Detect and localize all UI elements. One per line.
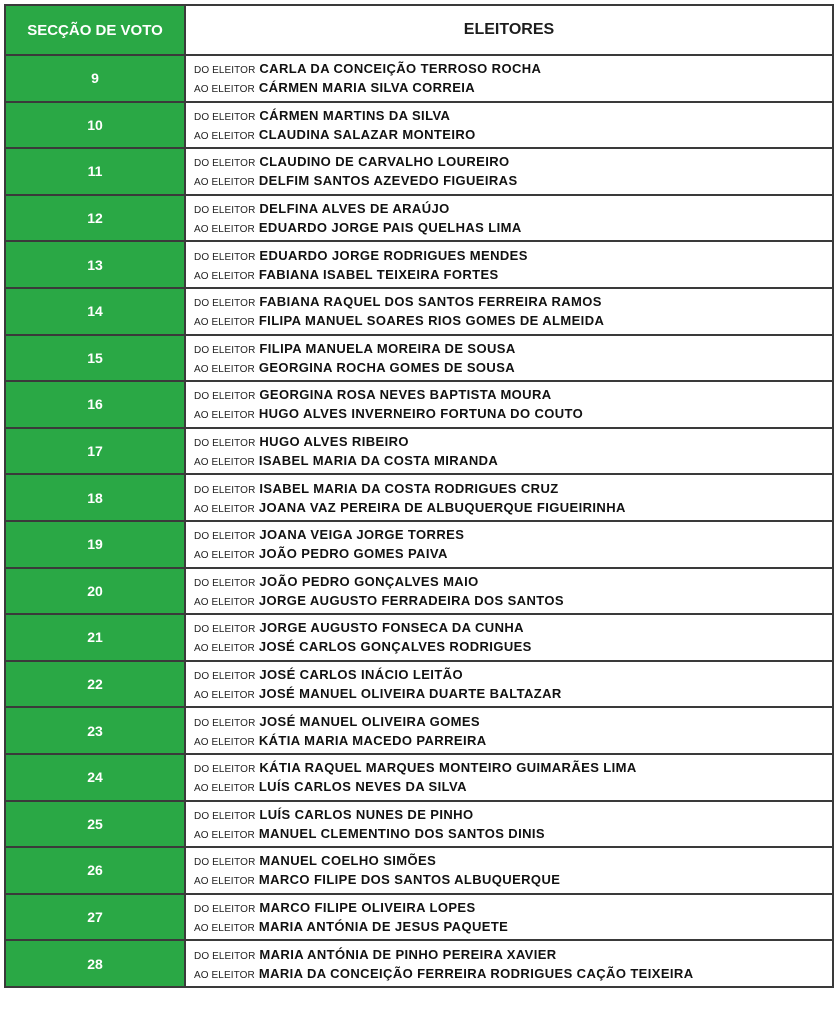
to-voter-line <box>194 358 832 377</box>
from-voter-line <box>194 292 832 311</box>
to-voter-name: JORGE AUGUSTO FERRADEIRA DOS SANTOS <box>258 592 564 608</box>
from-voter-line <box>194 758 832 777</box>
section-column-header: SECÇÃO DE VOTO <box>5 5 185 55</box>
to-voter-line <box>194 637 832 656</box>
voter-range-cell <box>185 847 833 894</box>
to-voter-prefix: AO ELEITOR <box>194 596 255 608</box>
from-voter-name: JOSÉ MANUEL OLIVEIRA GOMES <box>259 713 480 729</box>
to-voter-name: HUGO ALVES INVERNEIRO FORTUNA DO COUTO <box>258 406 584 422</box>
to-voter-name: GEORGINA ROCHA GOMES DE SOUSA <box>258 359 516 375</box>
to-voter-line <box>194 404 832 423</box>
from-voter-name: JOSÉ CARLOS INÁCIO LEITÃO <box>259 667 463 683</box>
section-number: 16 <box>5 381 185 428</box>
section-number: 18 <box>5 474 185 521</box>
to-voter-line <box>194 964 832 983</box>
to-voter-line <box>194 265 832 284</box>
section-number: 21 <box>5 614 185 661</box>
from-voter-prefix: DO ELEITOR <box>194 624 256 636</box>
voter-range-cell <box>185 614 833 661</box>
table-body <box>5 55 833 987</box>
section-number: 10 <box>5 102 185 149</box>
from-voter-name: JORGE AUGUSTO FONSECA DA CUNHA <box>259 620 524 636</box>
to-voter-line <box>194 544 832 563</box>
voter-range-cell <box>185 335 833 382</box>
table-row <box>5 288 833 335</box>
table-row <box>5 241 833 288</box>
section-number: 17 <box>5 428 185 475</box>
to-voter-line <box>194 125 832 144</box>
from-voter-name: EDUARDO JORGE RODRIGUES MENDES <box>259 247 528 263</box>
to-voter-prefix: AO ELEITOR <box>194 503 255 515</box>
table-row <box>5 381 833 428</box>
from-voter-name: ISABEL MARIA DA COSTA RODRIGUES CRUZ <box>259 480 559 496</box>
from-voter-line <box>194 106 832 125</box>
section-number: 26 <box>5 847 185 894</box>
to-voter-line <box>194 498 832 517</box>
to-voter-line <box>194 777 832 796</box>
to-voter-name: FILIPA MANUEL SOARES RIOS GOMES DE ALMEIDA <box>258 313 605 329</box>
to-voter-name: JOSÉ MANUEL OLIVEIRA DUARTE BALTAZAR <box>258 686 562 702</box>
from-voter-name: MARIA ANTÓNIA DE PINHO PEREIRA XAVIER <box>259 946 557 962</box>
to-voter-name: CÁRMEN MARIA SILVA CORREIA <box>258 80 476 96</box>
section-number: 14 <box>5 288 185 335</box>
to-voter-prefix: AO ELEITOR <box>194 783 255 795</box>
section-number: 22 <box>5 661 185 708</box>
table-row <box>5 568 833 615</box>
from-voter-name: CARLA DA CONCEIÇÃO TERROSO ROCHA <box>259 61 542 77</box>
voter-range-cell <box>185 55 833 102</box>
from-voter-prefix: DO ELEITOR <box>194 391 256 403</box>
from-voter-prefix: DO ELEITOR <box>194 857 256 869</box>
from-voter-line <box>194 525 832 544</box>
from-voter-name: LUÍS CARLOS NUNES DE PINHO <box>259 806 474 822</box>
to-voter-prefix: AO ELEITOR <box>194 969 255 981</box>
voter-range-cell <box>185 428 833 475</box>
from-voter-prefix: DO ELEITOR <box>194 671 256 683</box>
voter-range-cell <box>185 940 833 987</box>
table-row <box>5 102 833 149</box>
table-row <box>5 521 833 568</box>
from-voter-name: JOANA VEIGA JORGE TORRES <box>259 527 465 543</box>
to-voter-name: JOANA VAZ PEREIRA DE ALBUQUERQUE FIGUEIRINHA <box>258 499 626 515</box>
to-voter-prefix: AO ELEITOR <box>194 457 255 469</box>
from-voter-prefix: DO ELEITOR <box>194 298 256 310</box>
table-row <box>5 754 833 801</box>
from-voter-prefix: DO ELEITOR <box>194 205 256 217</box>
to-voter-prefix: AO ELEITOR <box>194 363 255 375</box>
from-voter-name: MANUEL COELHO SIMÕES <box>259 853 437 869</box>
from-voter-line <box>194 945 832 964</box>
to-voter-name: KÁTIA MARIA MACEDO PARREIRA <box>258 732 487 748</box>
from-voter-line <box>194 479 832 498</box>
from-voter-line <box>194 805 832 824</box>
from-voter-line <box>194 712 832 731</box>
from-voter-line <box>194 339 832 358</box>
voter-range-cell <box>185 754 833 801</box>
table-row <box>5 707 833 754</box>
to-voter-name: MARIA DA CONCEIÇÃO FERREIRA RODRIGUES CAÇÃO TEIXEIRA <box>258 965 694 981</box>
table-row <box>5 55 833 102</box>
to-voter-prefix: AO ELEITOR <box>194 84 255 96</box>
from-voter-name: MARCO FILIPE OLIVEIRA LOPES <box>259 899 476 915</box>
from-voter-prefix: DO ELEITOR <box>194 65 256 77</box>
to-voter-line <box>194 218 832 237</box>
to-voter-line <box>194 870 832 889</box>
from-voter-name: FABIANA RAQUEL DOS SANTOS FERREIRA RAMOS <box>259 294 602 310</box>
from-voter-name: JOÃO PEDRO GONÇALVES MAIO <box>259 573 479 589</box>
from-voter-line <box>194 152 832 171</box>
to-voter-line <box>194 731 832 750</box>
from-voter-prefix: DO ELEITOR <box>194 251 256 263</box>
voter-range-cell <box>185 474 833 521</box>
to-voter-name: LUÍS CARLOS NEVES DA SILVA <box>258 779 467 795</box>
from-voter-line <box>194 898 832 917</box>
to-voter-line <box>194 591 832 610</box>
to-voter-line <box>194 824 832 843</box>
voter-range-cell <box>185 288 833 335</box>
voter-range-cell <box>185 801 833 848</box>
voter-range-cell <box>185 894 833 941</box>
table-row <box>5 428 833 475</box>
from-voter-name: FILIPA MANUELA MOREIRA DE SOUSA <box>259 340 516 356</box>
to-voter-line <box>194 78 832 97</box>
table-header-row <box>5 5 833 55</box>
to-voter-line <box>194 311 832 330</box>
from-voter-prefix: DO ELEITOR <box>194 903 256 915</box>
from-voter-line <box>194 851 832 870</box>
to-voter-prefix: AO ELEITOR <box>194 177 255 189</box>
from-voter-prefix: DO ELEITOR <box>194 810 256 822</box>
from-voter-prefix: DO ELEITOR <box>194 438 256 450</box>
section-number: 19 <box>5 521 185 568</box>
from-voter-line <box>194 59 832 78</box>
section-number: 24 <box>5 754 185 801</box>
to-voter-name: JOSÉ CARLOS GONÇALVES RODRIGUES <box>258 639 532 655</box>
to-voter-prefix: AO ELEITOR <box>194 130 255 142</box>
from-voter-prefix: DO ELEITOR <box>194 158 256 170</box>
voting-sections-table <box>4 4 834 988</box>
from-voter-prefix: DO ELEITOR <box>194 577 256 589</box>
from-voter-line <box>194 665 832 684</box>
section-number: 9 <box>5 55 185 102</box>
voter-range-cell <box>185 195 833 242</box>
table-row <box>5 847 833 894</box>
to-voter-prefix: AO ELEITOR <box>194 922 255 934</box>
table-row <box>5 661 833 708</box>
section-number: 25 <box>5 801 185 848</box>
to-voter-name: ISABEL MARIA DA COSTA MIRANDA <box>258 453 499 469</box>
to-voter-name: MANUEL CLEMENTINO DOS SANTOS DINIS <box>258 825 545 841</box>
voter-range-cell <box>185 148 833 195</box>
section-number: 11 <box>5 148 185 195</box>
table-row <box>5 148 833 195</box>
table-row <box>5 614 833 661</box>
to-voter-prefix: AO ELEITOR <box>194 876 255 888</box>
from-voter-line <box>194 432 832 451</box>
to-voter-prefix: AO ELEITOR <box>194 829 255 841</box>
table-row <box>5 335 833 382</box>
to-voter-line <box>194 451 832 470</box>
to-voter-name: MARIA ANTÓNIA DE JESUS PAQUETE <box>258 918 509 934</box>
to-voter-name: MARCO FILIPE DOS SANTOS ALBUQUERQUE <box>258 872 561 888</box>
voter-range-cell <box>185 241 833 288</box>
to-voter-name: CLAUDINA SALAZAR MONTEIRO <box>258 126 476 142</box>
from-voter-line <box>194 199 832 218</box>
from-voter-name: KÁTIA RAQUEL MARQUES MONTEIRO GUIMARÃES LIMA <box>259 760 637 776</box>
from-voter-prefix: DO ELEITOR <box>194 111 256 123</box>
to-voter-prefix: AO ELEITOR <box>194 270 255 282</box>
from-voter-line <box>194 385 832 404</box>
from-voter-name: CÁRMEN MARTINS DA SILVA <box>259 107 451 123</box>
to-voter-prefix: AO ELEITOR <box>194 690 255 702</box>
to-voter-prefix: AO ELEITOR <box>194 410 255 422</box>
from-voter-line <box>194 572 832 591</box>
section-number: 27 <box>5 894 185 941</box>
voter-range-cell <box>185 521 833 568</box>
section-number: 13 <box>5 241 185 288</box>
from-voter-prefix: DO ELEITOR <box>194 344 256 356</box>
to-voter-prefix: AO ELEITOR <box>194 317 255 329</box>
from-voter-prefix: DO ELEITOR <box>194 531 256 543</box>
from-voter-name: HUGO ALVES RIBEIRO <box>259 434 409 450</box>
voter-range-cell <box>185 707 833 754</box>
to-voter-name: EDUARDO JORGE PAIS QUELHAS LIMA <box>258 220 522 236</box>
voter-range-cell <box>185 661 833 708</box>
to-voter-name: JOÃO PEDRO GOMES PAIVA <box>258 546 448 562</box>
section-number: 23 <box>5 707 185 754</box>
section-number: 12 <box>5 195 185 242</box>
section-number: 28 <box>5 940 185 987</box>
from-voter-prefix: DO ELEITOR <box>194 484 256 496</box>
table-row <box>5 801 833 848</box>
from-voter-name: DELFINA ALVES DE ARAÚJO <box>259 201 450 217</box>
from-voter-prefix: DO ELEITOR <box>194 764 256 776</box>
from-voter-line <box>194 246 832 265</box>
to-voter-line <box>194 171 832 190</box>
to-voter-line <box>194 684 832 703</box>
to-voter-prefix: AO ELEITOR <box>194 643 255 655</box>
voter-range-cell <box>185 568 833 615</box>
from-voter-prefix: DO ELEITOR <box>194 950 256 962</box>
section-number: 20 <box>5 568 185 615</box>
voting-sections-document <box>4 4 832 988</box>
voters-column-header: ELEITORES <box>185 5 833 55</box>
to-voter-name: DELFIM SANTOS AZEVEDO FIGUEIRAS <box>258 173 518 189</box>
from-voter-name: CLAUDINO DE CARVALHO LOUREIRO <box>259 154 510 170</box>
table-row <box>5 940 833 987</box>
to-voter-prefix: AO ELEITOR <box>194 736 255 748</box>
from-voter-line <box>194 618 832 637</box>
to-voter-prefix: AO ELEITOR <box>194 550 255 562</box>
from-voter-name: GEORGINA ROSA NEVES BAPTISTA MOURA <box>259 387 552 403</box>
table-row <box>5 474 833 521</box>
to-voter-line <box>194 917 832 936</box>
section-number: 15 <box>5 335 185 382</box>
voter-range-cell <box>185 102 833 149</box>
voter-range-cell <box>185 381 833 428</box>
from-voter-prefix: DO ELEITOR <box>194 717 256 729</box>
to-voter-name: FABIANA ISABEL TEIXEIRA FORTES <box>258 266 499 282</box>
table-row <box>5 894 833 941</box>
to-voter-prefix: AO ELEITOR <box>194 224 255 236</box>
table-row <box>5 195 833 242</box>
